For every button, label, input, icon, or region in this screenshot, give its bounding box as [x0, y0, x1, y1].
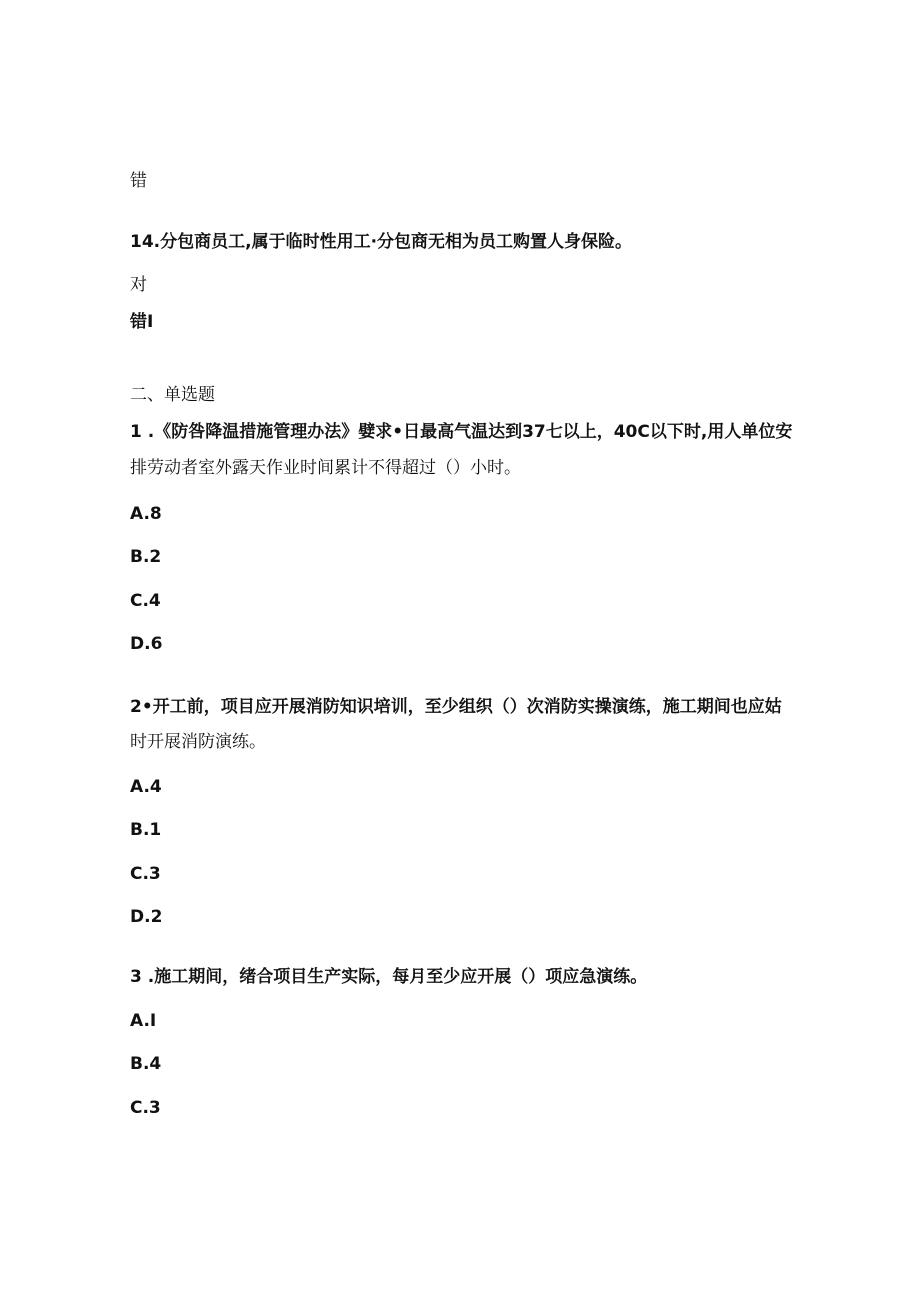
previous-answer-false: 错: [130, 171, 147, 191]
question-2-option-d: D.2: [130, 907, 163, 927]
question-2-line-2: 时开展消防演练。: [130, 732, 266, 752]
question-14-option-true: 对: [130, 275, 147, 295]
question-2-option-c: C.3: [130, 864, 161, 884]
question-1-option-b: B.2: [130, 547, 162, 567]
question-1-option-d: D.6: [130, 634, 163, 654]
single-choice-heading: 二、单选题: [130, 385, 215, 405]
question-2-option-b: B.1: [130, 820, 162, 840]
question-14-option-false: 错I: [130, 312, 154, 332]
question-2-line-1: 2•开工前，项目应开展消防知识培训，至少组织（）次消防实操演练，施工期间也应姑: [130, 697, 782, 717]
question-14-text: 14.分包商员工,属于临时性用工·分包商无相为员工购置人身保险。: [130, 232, 633, 252]
question-1-line-1: 1 .《防咎降温措施管理办法》嬖求•日最高气温达到37七以上，40C以下时,用人单位安: [130, 422, 793, 442]
question-3-option-c: C.3: [130, 1098, 161, 1118]
question-3-line-1: 3 .施工期间，绪合项目生产实际，每月至少应开展（）项应急演练。: [130, 967, 648, 987]
question-1-option-a: A.8: [130, 504, 162, 524]
question-2-option-a: A.4: [130, 777, 162, 797]
question-1-line-2: 排劳动者室外露天作业时间累计不得超过（）小时。: [130, 458, 521, 478]
question-3-option-a: A.I: [130, 1011, 157, 1031]
question-1-option-c: C.4: [130, 591, 161, 611]
question-3-option-b: B.4: [130, 1054, 162, 1074]
